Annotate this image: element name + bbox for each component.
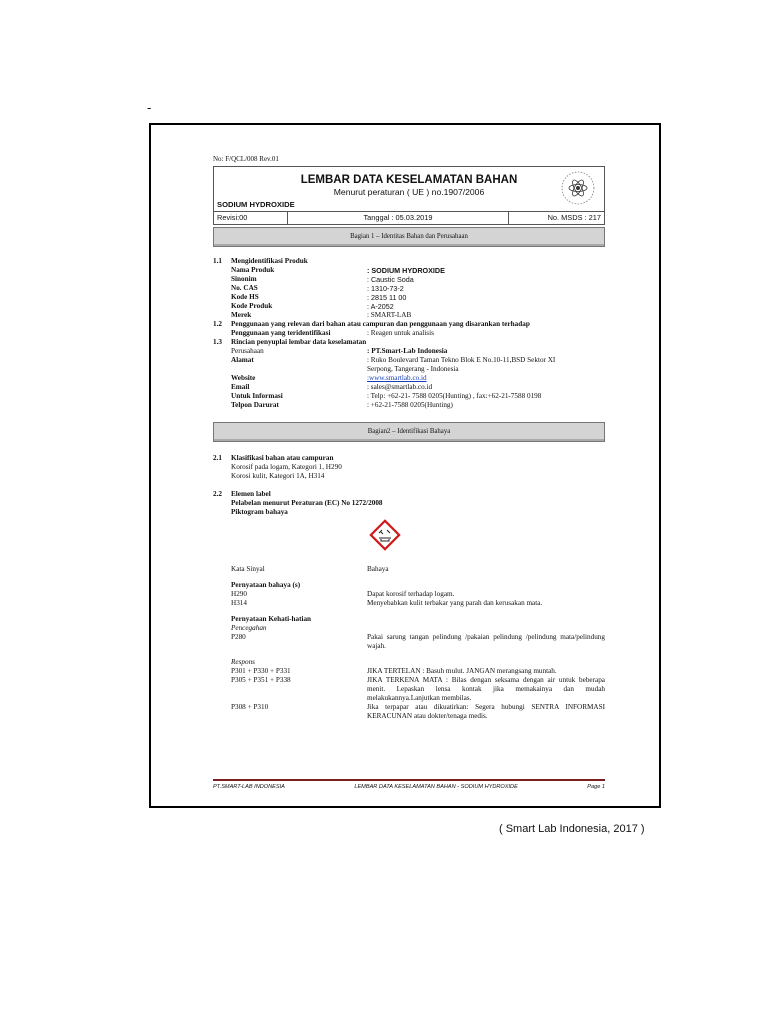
value-p301: JIKA TERTELAN : Basuh mulut. JANGAN merangsang muntah. (367, 666, 557, 675)
corrosive-pictogram-icon (369, 519, 401, 551)
value-p308: Jika terpapar atau dikuatirkan: Segera hubungi SENTRA INFORMASI KERACUNAN atau dokter/tenaga medis. (367, 702, 605, 720)
value-perusahaan: : PT.Smart-Lab Indonesia (367, 346, 448, 355)
product-name: SODIUM HYDROXIDE (217, 199, 295, 209)
value-cas: : 1310-73-2 (367, 283, 404, 293)
num-2-1: 2.1 (213, 453, 222, 462)
pernyataan-heading: Pernyataan bahaya (s) (231, 580, 301, 589)
doc-footer (213, 779, 605, 791)
pencegahan-heading: Pencegahan (231, 623, 267, 632)
heading-2-2: Elemen label (231, 489, 271, 498)
label-h290: H290 (231, 589, 247, 598)
section-2-banner: Bagian2 – Identifikasi Bahaya (213, 422, 605, 442)
heading-1-1: Mengidentifikasi Produk (231, 256, 308, 265)
heading-2-1: Klasifikasi bahan atau campuran (231, 453, 334, 462)
value-p305: JIKA TERKENA MATA : Bilas dengan seksama dengan air untuk beberapa menit. Lepaskan lensa kontak jika memakainya dan mudah melakukannya.Lanjutkan membilas. (367, 675, 605, 702)
section-2 (213, 454, 605, 721)
footer-company: PT.SMART-LAB INDONESIA (213, 784, 285, 790)
respons-heading: Respons (231, 657, 255, 666)
value-sinonim: : Caustic Soda (367, 274, 414, 284)
revision: Revisi:00 (214, 212, 288, 224)
footer-title: LEMBAR DATA KESELAMATAN BAHAN - SODIUM HYDROXIDE (354, 784, 518, 790)
website-link[interactable]: :www.smartlab.co.id (367, 373, 427, 382)
num-1-3: 1.3 (213, 337, 222, 346)
source-caption: ( Smart Lab Indonesia, 2017 ) (499, 823, 645, 835)
value-p280: Pakai sarung tangan pelindung /pakaian pelindung /pelindung mata/pelindung wajah. (367, 632, 605, 650)
doc-number: No: F/QCL/008 Rev.01 (213, 155, 279, 163)
heading-1-2: Penggunaan yang relevan dari bahan atau campuran dan penggunaan yang disarankan terhadap (231, 319, 530, 328)
value-kode-hs: : 2815 11 00 (367, 292, 407, 302)
section-1 (213, 257, 605, 410)
section-1-banner: Bagian 1 – Identitas Bahan dan Perusahaan (213, 227, 605, 247)
pelabelan-heading: Pelabelan menurut Peraturan (EC) No 1272/2008 (231, 498, 383, 507)
heading-1-3: Rincian penyuplai lembar data keselamatan (231, 337, 367, 346)
value-nama-produk: : SODIUM HYDROXIDE (367, 265, 445, 275)
label-alamat: Alamat (231, 355, 254, 364)
classification-1: Korosif pada logam, Kategori 1, H290 (231, 462, 342, 471)
label-darurat: Telpon Darurat (231, 400, 279, 409)
num-2-2: 2.2 (213, 489, 222, 498)
doc-subtitle: Menurut peraturan ( UE ) no.1907/2006 (333, 186, 485, 197)
label-merek: Merek (231, 310, 252, 319)
label-website: Website (231, 373, 256, 382)
label-perusahaan: Perusahaan (231, 346, 264, 355)
value-darurat: : +62-21-7588 0205(Hunting) (367, 400, 453, 409)
pictogram-container (213, 519, 605, 551)
num-1-2: 1.2 (213, 319, 222, 328)
doc-title: LEMBAR DATA KESELAMATAN BAHAN (300, 173, 518, 186)
label-kode-hs: Kode HS (231, 292, 259, 301)
label-nama-produk: Nama Produk (231, 265, 275, 274)
label-email: Email (231, 382, 250, 391)
msds-document (213, 155, 605, 790)
label-p280: P280 (231, 632, 246, 641)
value-h290: Dapat korosif terhadap logam. (367, 589, 455, 598)
value-penggunaan: : Reagen untuk analisis (367, 328, 434, 337)
date: Tanggal : 05.03.2019 (288, 212, 509, 224)
value-h314: Menyebabkan kulit terbakar yang parah dan kerusakan mata. (367, 598, 543, 607)
label-h314: H314 (231, 598, 247, 607)
label-kode-produk: Kode Produk (231, 301, 273, 310)
value-email: : sales@smartlab.co.id (367, 382, 433, 391)
value-kode-produk: : A-2052 (367, 301, 394, 311)
page-dash: - (147, 100, 152, 115)
label-cas: No. CAS (231, 283, 258, 292)
label-penggunaan: Penggunaan yang teridentifikasi (231, 328, 331, 337)
label-sinonim: Sinonim (231, 274, 257, 283)
document-frame (149, 123, 661, 808)
label-p305: P305 + P351 + P338 (231, 675, 291, 684)
classification-2: Korosi kulit, Kategori 1A, H314 (231, 471, 325, 480)
value-info: : Telp: +62-21- 7588 0205(Hunting) , fax:+62-21-7588 0198 (367, 391, 542, 400)
footer-page: Page 1 (587, 784, 605, 790)
value-alamat-1: : Ruko Boulevard Taman Tekno Blok E No.10-11,BSD Sektor XI (367, 355, 556, 364)
label-p308: P308 + P310 (231, 702, 269, 711)
smartlab-logo-icon (560, 170, 596, 206)
num-1-1: 1.1 (213, 256, 222, 265)
piktogram-heading: Piktogram bahaya (231, 507, 288, 516)
doc-header (213, 166, 605, 225)
label-p301: P301 + P330 + P331 (231, 666, 291, 675)
kehati-heading: Pernyataan Kehati-hatian (231, 614, 312, 623)
label-info: Untuk Informasi (231, 391, 283, 400)
value-merek: : SMART-LAB (367, 310, 412, 319)
msds-number: No. MSDS : 217 (547, 212, 601, 222)
value-kata-sinyal: Bahaya (367, 564, 389, 573)
value-alamat-2: Serpong, Tangerang - Indonesia (367, 364, 459, 373)
label-kata-sinyal: Kata Sinyal (231, 564, 265, 573)
